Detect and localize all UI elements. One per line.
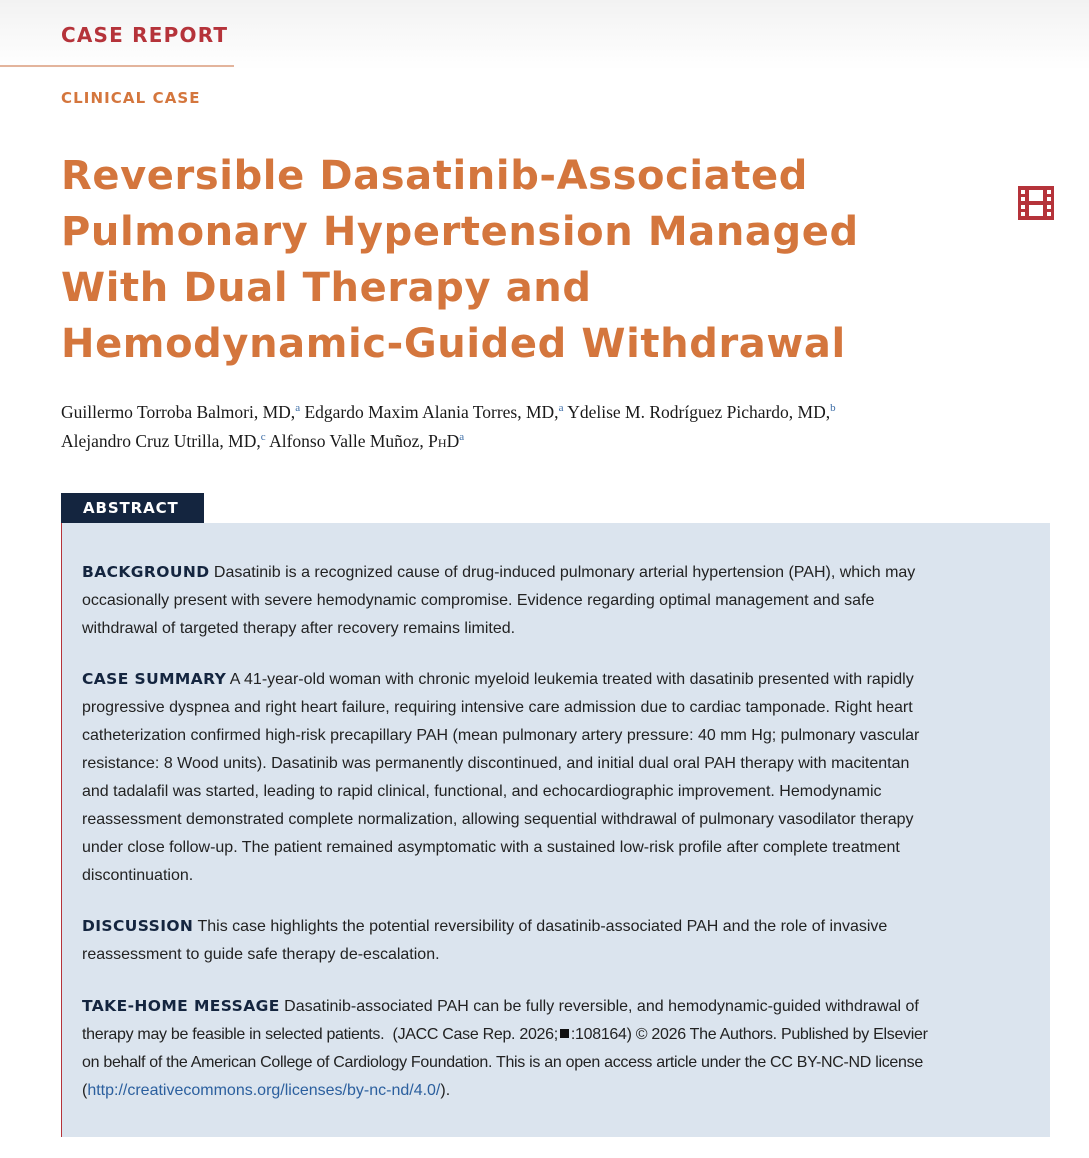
affiliation-link[interactable]: a: [295, 402, 301, 414]
article-title: [61, 148, 881, 372]
author-name: Ydelise M. Rodríguez Pichardo, MD,: [567, 402, 831, 422]
license-paren: ).: [440, 1082, 451, 1099]
abstract-take-home: [82, 992, 1027, 1105]
citation-text: :108164) © 2026 The Authors. Published by Elsevier: [570, 1026, 928, 1043]
header-divider: [0, 65, 234, 67]
abstract-background: [82, 558, 1027, 643]
background-heading: BACKGROUND: [82, 563, 210, 581]
author-line: [61, 398, 1051, 427]
title-line: Pulmonary Hypertension Managed: [61, 209, 859, 255]
title-line: Hemodynamic-Guided Withdrawal: [61, 321, 846, 367]
author-name: Alejandro Cruz Utrilla, MD,: [61, 431, 261, 451]
text-line: occasionally present with severe hemodynamic compromise. Evidence regarding optimal management and safe: [82, 592, 875, 609]
text-line: [82, 912, 1027, 941]
background-text: Dasatinib is a recognized cause of drug-induced pulmonary arterial hypertension (PAH), which may: [213, 564, 916, 581]
text-line: and tadalafil was started, leading to rapid clinical, functional, and echocardiographic improvement. Hemodynamic: [82, 783, 882, 800]
text-line: [82, 1077, 1027, 1105]
take-home-text: Dasatinib-associated PAH can be fully reversible, and hemodynamic-guided withdrawal of: [284, 998, 919, 1015]
text-line: progressive dyspnea and right heart failure, requiring intensive care admission due to cardiac tamponade. Right heart: [82, 699, 913, 716]
section-label: CLINICAL CASE: [61, 89, 201, 107]
text-line: under close follow-up. The patient remained asymptomatic with a sustained low-risk profile after complete treatment: [82, 839, 900, 856]
license-link[interactable]: http://creativecommons.org/licenses/by-nc-nd/4.0/: [87, 1082, 441, 1099]
text-line: discontinuation.: [82, 867, 194, 884]
text-line: withdrawal of targeted therapy after recovery remains limited.: [82, 620, 516, 637]
text-line: [82, 558, 1027, 587]
discussion-heading: DISCUSSION: [82, 917, 194, 935]
title-line: Reversible Dasatinib-Associated: [61, 153, 808, 199]
affiliation-link[interactable]: b: [830, 402, 836, 414]
case-summary-heading: CASE SUMMARY: [82, 670, 227, 688]
case-summary-text: A 41-year-old woman with chronic myeloid leukemia treated with dasatinib presented with rapidly: [229, 671, 914, 688]
license-paren: (: [82, 1082, 88, 1099]
take-home-heading: TAKE-HOME MESSAGE: [82, 997, 280, 1015]
article-type: CASE REPORT: [61, 23, 229, 47]
author-list: [61, 398, 1051, 456]
abstract-label: ABSTRACT: [61, 493, 204, 523]
citation-text: (JACC Case Rep. 2026;: [392, 1026, 558, 1043]
author-name: Edgardo Maxim Alania Torres, MD,: [304, 402, 559, 422]
title-line: With Dual Therapy and: [61, 265, 592, 311]
square-placeholder-icon: [560, 1029, 569, 1038]
text-line: [82, 1021, 1027, 1049]
author-degree: PhD: [428, 431, 460, 451]
discussion-text: This case highlights the potential reversibility of dasatinib-associated PAH and the role of invasive: [197, 918, 888, 935]
author-name: Alfonso Valle Muñoz,: [269, 431, 429, 451]
text-line: [82, 992, 1027, 1021]
affiliation-link[interactable]: c: [260, 431, 266, 443]
text-line: reassessment to guide safe therapy de-escalation.: [82, 946, 440, 963]
author-line: [61, 427, 1051, 456]
abstract-discussion: [82, 912, 1027, 969]
take-home-text: therapy may be feasible in selected patients.: [82, 1026, 385, 1043]
text-line: resistance: 8 Wood units). Dasatinib was permanently discontinued, and initial dual oral PAH therapy with macitentan: [82, 755, 910, 772]
text-line: reassessment demonstrated complete normalization, allowing sequential withdrawal of pulmonary vasodilator therapy: [82, 811, 914, 828]
text-line: [82, 665, 1027, 694]
text-line: on behalf of the American College of Cardiology Foundation. This is an open access article under the CC BY-NC-ND license: [82, 1054, 923, 1071]
abstract-case-summary: [82, 665, 1027, 890]
video-film-icon[interactable]: [1018, 186, 1054, 220]
affiliation-link[interactable]: a: [558, 402, 564, 414]
affiliation-link[interactable]: a: [459, 431, 465, 443]
author-name: Guillermo Torroba Balmori, MD,: [61, 402, 296, 422]
text-line: catheterization confirmed high-risk precapillary PAH (mean pulmonary artery pressure: 40 mm Hg; pulmonary vascular: [82, 727, 920, 744]
